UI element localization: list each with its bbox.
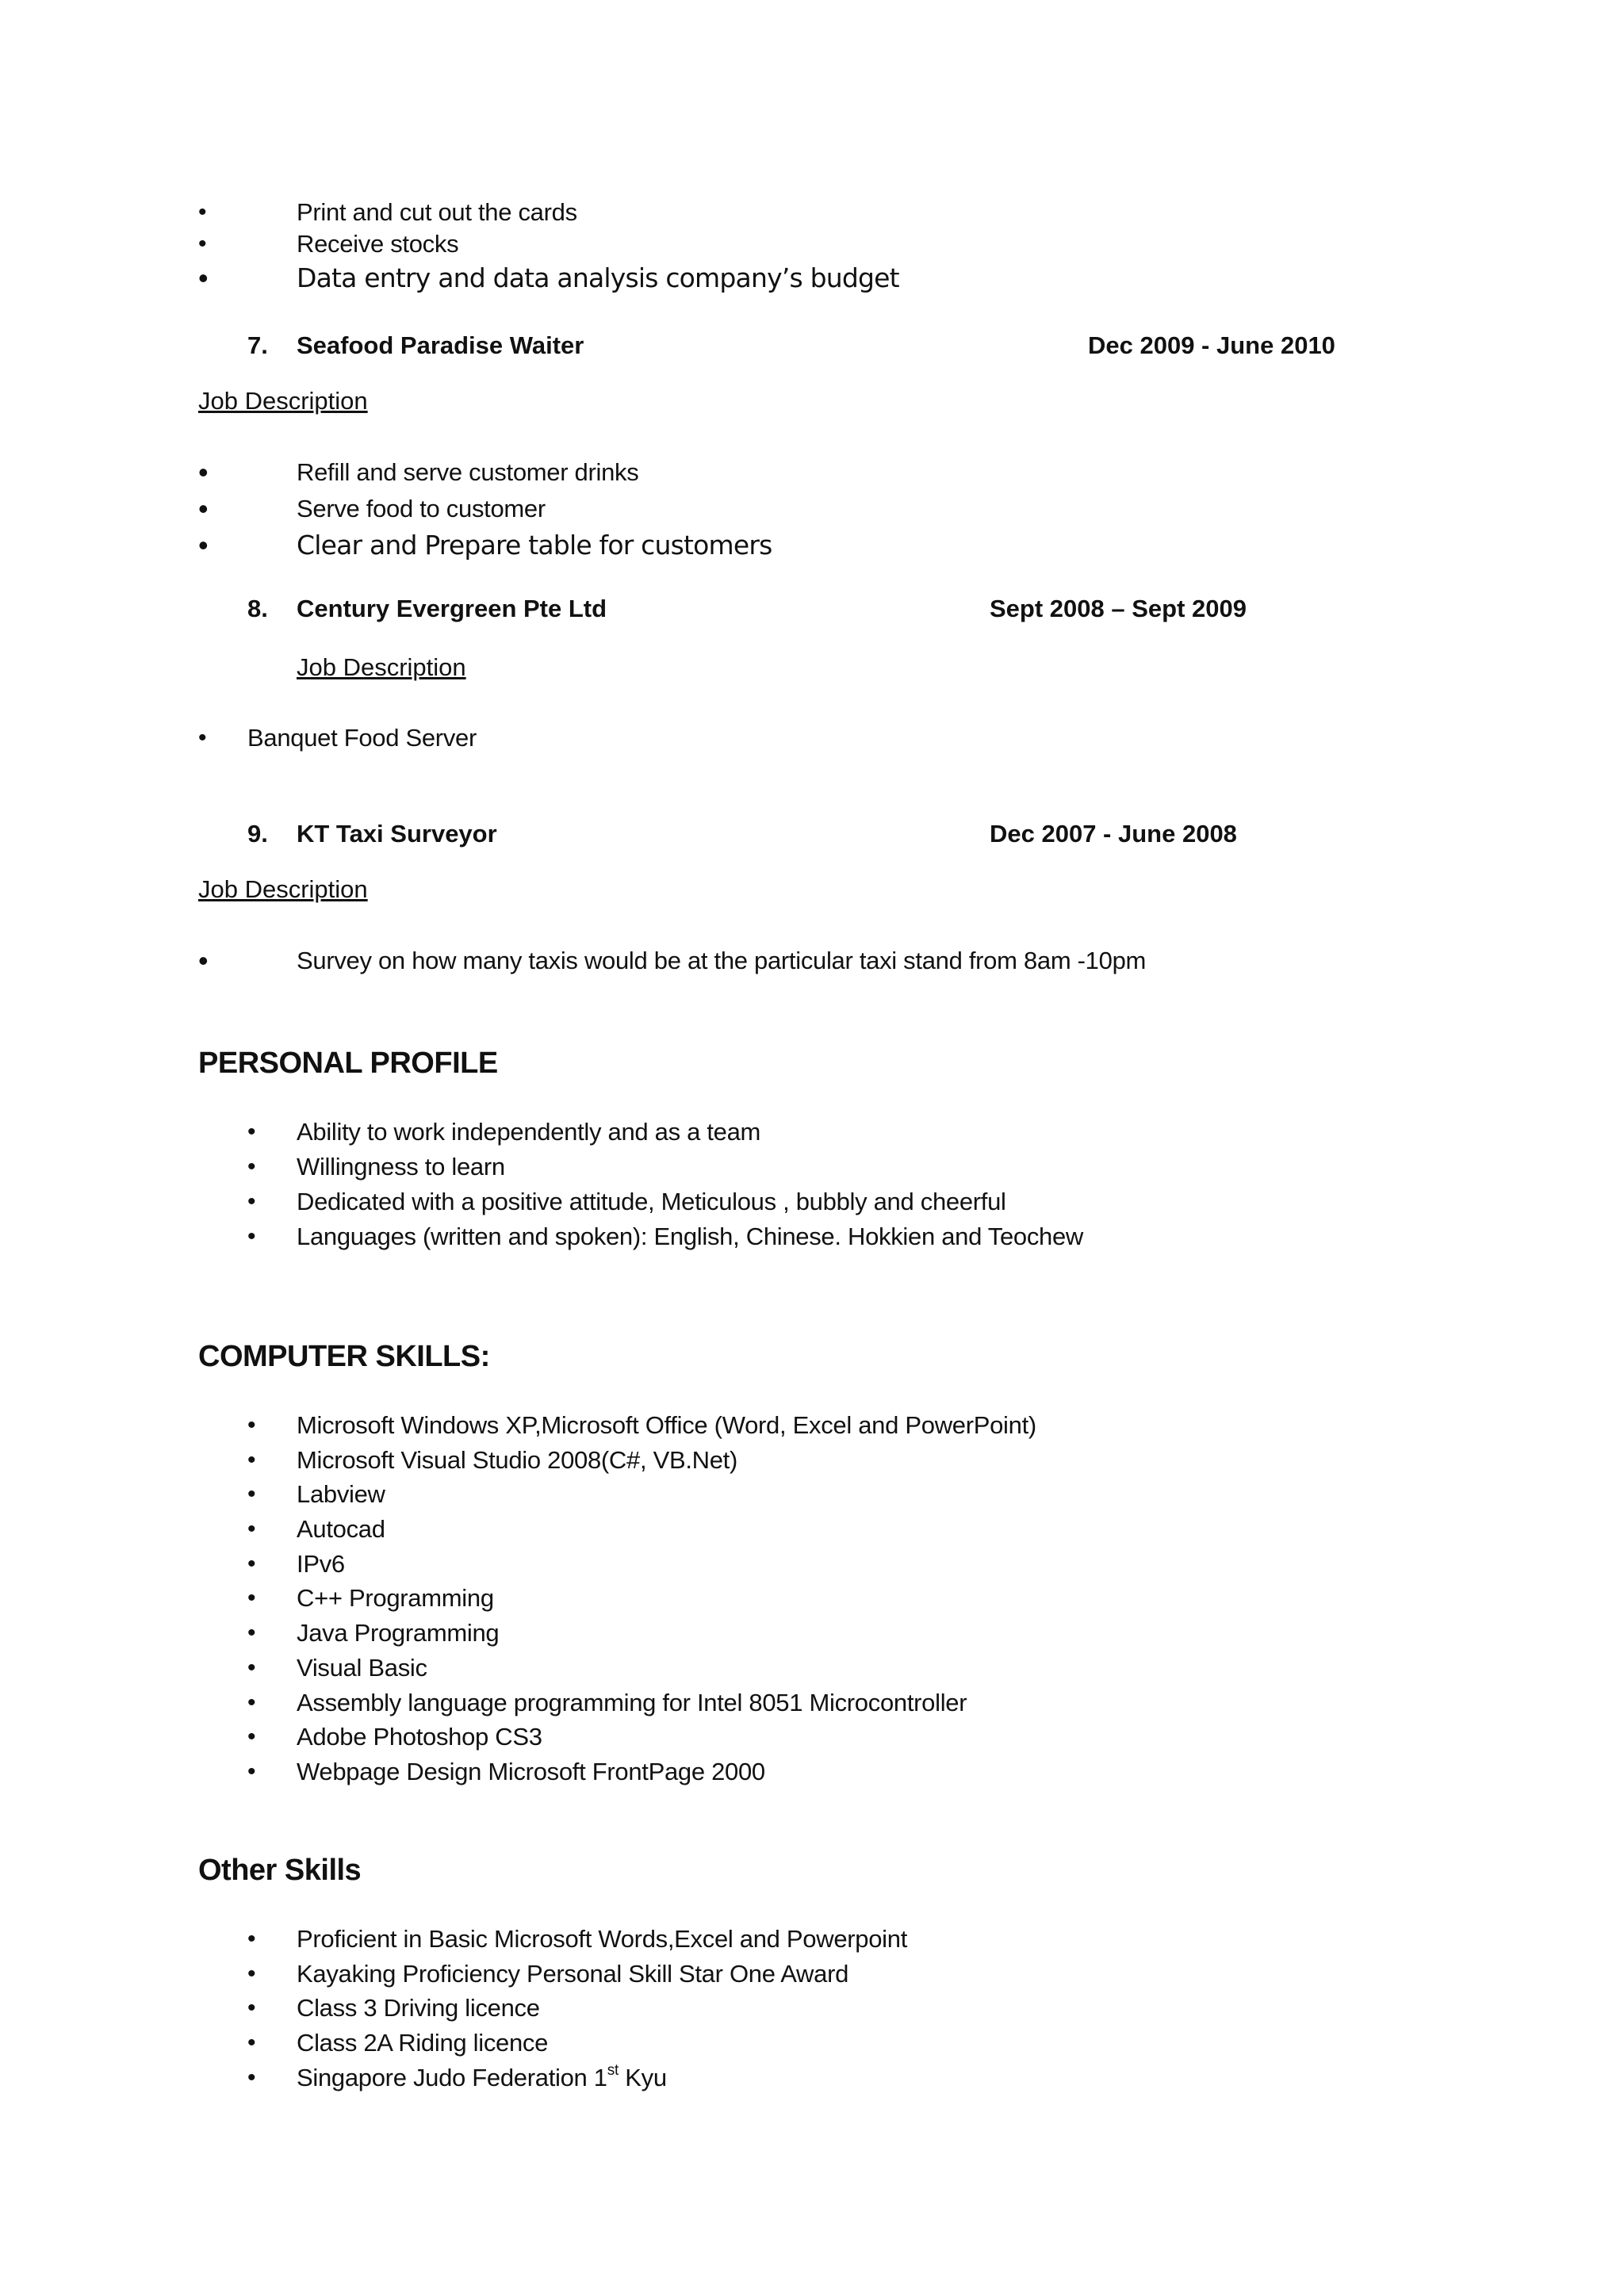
- bullet-icon: •: [247, 1585, 256, 1612]
- bullet-icon: •: [247, 1119, 256, 1145]
- judo-item: Singapore Judo Federation 1st Kyu: [297, 2061, 667, 2091]
- job-dates: Sept 2008 – Sept 2009: [990, 595, 1247, 622]
- bullet-icon: •: [247, 1188, 256, 1215]
- job-dates: Dec 2009 - June 2010: [1088, 331, 1335, 359]
- bullet-icon: •: [247, 1724, 256, 1751]
- bullet-icon: •: [247, 1995, 256, 2022]
- bullet-icon: •: [247, 1481, 256, 1508]
- bullet-icon: •: [198, 944, 209, 977]
- bullet-icon: •: [198, 231, 207, 257]
- bullet-icon: •: [198, 492, 209, 525]
- job-description-label: Job Description: [198, 875, 368, 903]
- bullet-icon: •: [247, 1960, 256, 1987]
- job-dates: Dec 2007 - June 2008: [990, 820, 1237, 848]
- section-heading-computer-skills: COMPUTER SKILLS:: [198, 1340, 490, 1373]
- job-number: 8.: [247, 595, 268, 622]
- bullet-icon: •: [247, 1689, 256, 1716]
- bullet-icon: •: [198, 456, 209, 488]
- bullet-icon: •: [247, 1412, 256, 1438]
- bullet-icon: •: [198, 199, 207, 225]
- job-description-label: Job Description: [198, 387, 368, 415]
- job-title: Century Evergreen Pte Ltd: [297, 595, 607, 622]
- job-number: 9.: [247, 820, 268, 848]
- bullet-icon: •: [247, 2064, 256, 2091]
- resume-page: • Print and cut out the cards • Receive stocks • Data entry and data analysis company’s budget 7. Seafood Paradise Waiter Dec 2009 - June 2010 Job Description • Refill and serve customer drinks • Serve food to customer • Clear and Prepare table for customers 8. Century Evergreen Pte Ltd Sept 2008 – Sept 2009 Job Description • Banquet Food Server 9. KT Taxi Surveyor Dec 2007 - June 2008 Job Description • Survey on how many taxis would be at the particular taxi stand from 8am -10pm PERSONAL PROFILE • Ability to work independently and as a team • Willingness to learn • Dedicated with a positive attitude, Meticulous , bubbly and cheerful • Languages (written and spoken): English, Chinese. Hokkien and Teochew COMPUTER SKILLS: • Microsoft Windows XP,Microsoft Office (Word, Excel and PowerPoint) • Microsoft Visual Studio 2008(C#, VB.Net) • Labview • Autocad • IPv6 • C++ Programming • Java Programming • Visual Basic • Assembly language programming for Intel 8051 Microcontroller • Adobe Photoshop CS3 • Webpage Design Microsoft FrontPage 2000 Other Skills • Proficient in Basic Microsoft Words,Excel and Powerpoint • Kayaking Proficiency Personal Skill Star One Award • Class 3 Driving licence • Class 2A Riding licence • Singapore Judo Federation 1st Kyu: [0, 0, 1624, 2296]
- bullet-icon: •: [247, 1516, 256, 1543]
- job-8-header: [0, 591, 1624, 626]
- bullet-icon: •: [247, 1446, 256, 1473]
- bullet-icon: •: [247, 2030, 256, 2057]
- job-title: KT Taxi Surveyor: [297, 820, 497, 848]
- bullet-icon: •: [247, 1154, 256, 1180]
- job-description-label: Job Description: [297, 653, 466, 681]
- bullet-icon: •: [247, 1620, 256, 1647]
- bullet-icon: •: [247, 1550, 256, 1577]
- bullet-icon: •: [247, 1654, 256, 1681]
- bullet-icon: •: [198, 262, 209, 294]
- section-heading-personal-profile: PERSONAL PROFILE: [198, 1047, 498, 1080]
- bullet-icon: •: [198, 529, 209, 561]
- bullet-icon: •: [247, 1758, 256, 1785]
- bullet-icon: •: [247, 1926, 256, 1952]
- job-9-header: [0, 817, 1624, 851]
- bullet-icon: •: [247, 1223, 256, 1249]
- job-number: 7.: [247, 331, 268, 359]
- section-heading-other-skills: Other Skills: [198, 1854, 362, 1887]
- job-7-header: [0, 328, 1624, 363]
- job-title: Seafood Paradise Waiter: [297, 331, 584, 359]
- bullet-icon: •: [198, 725, 207, 751]
